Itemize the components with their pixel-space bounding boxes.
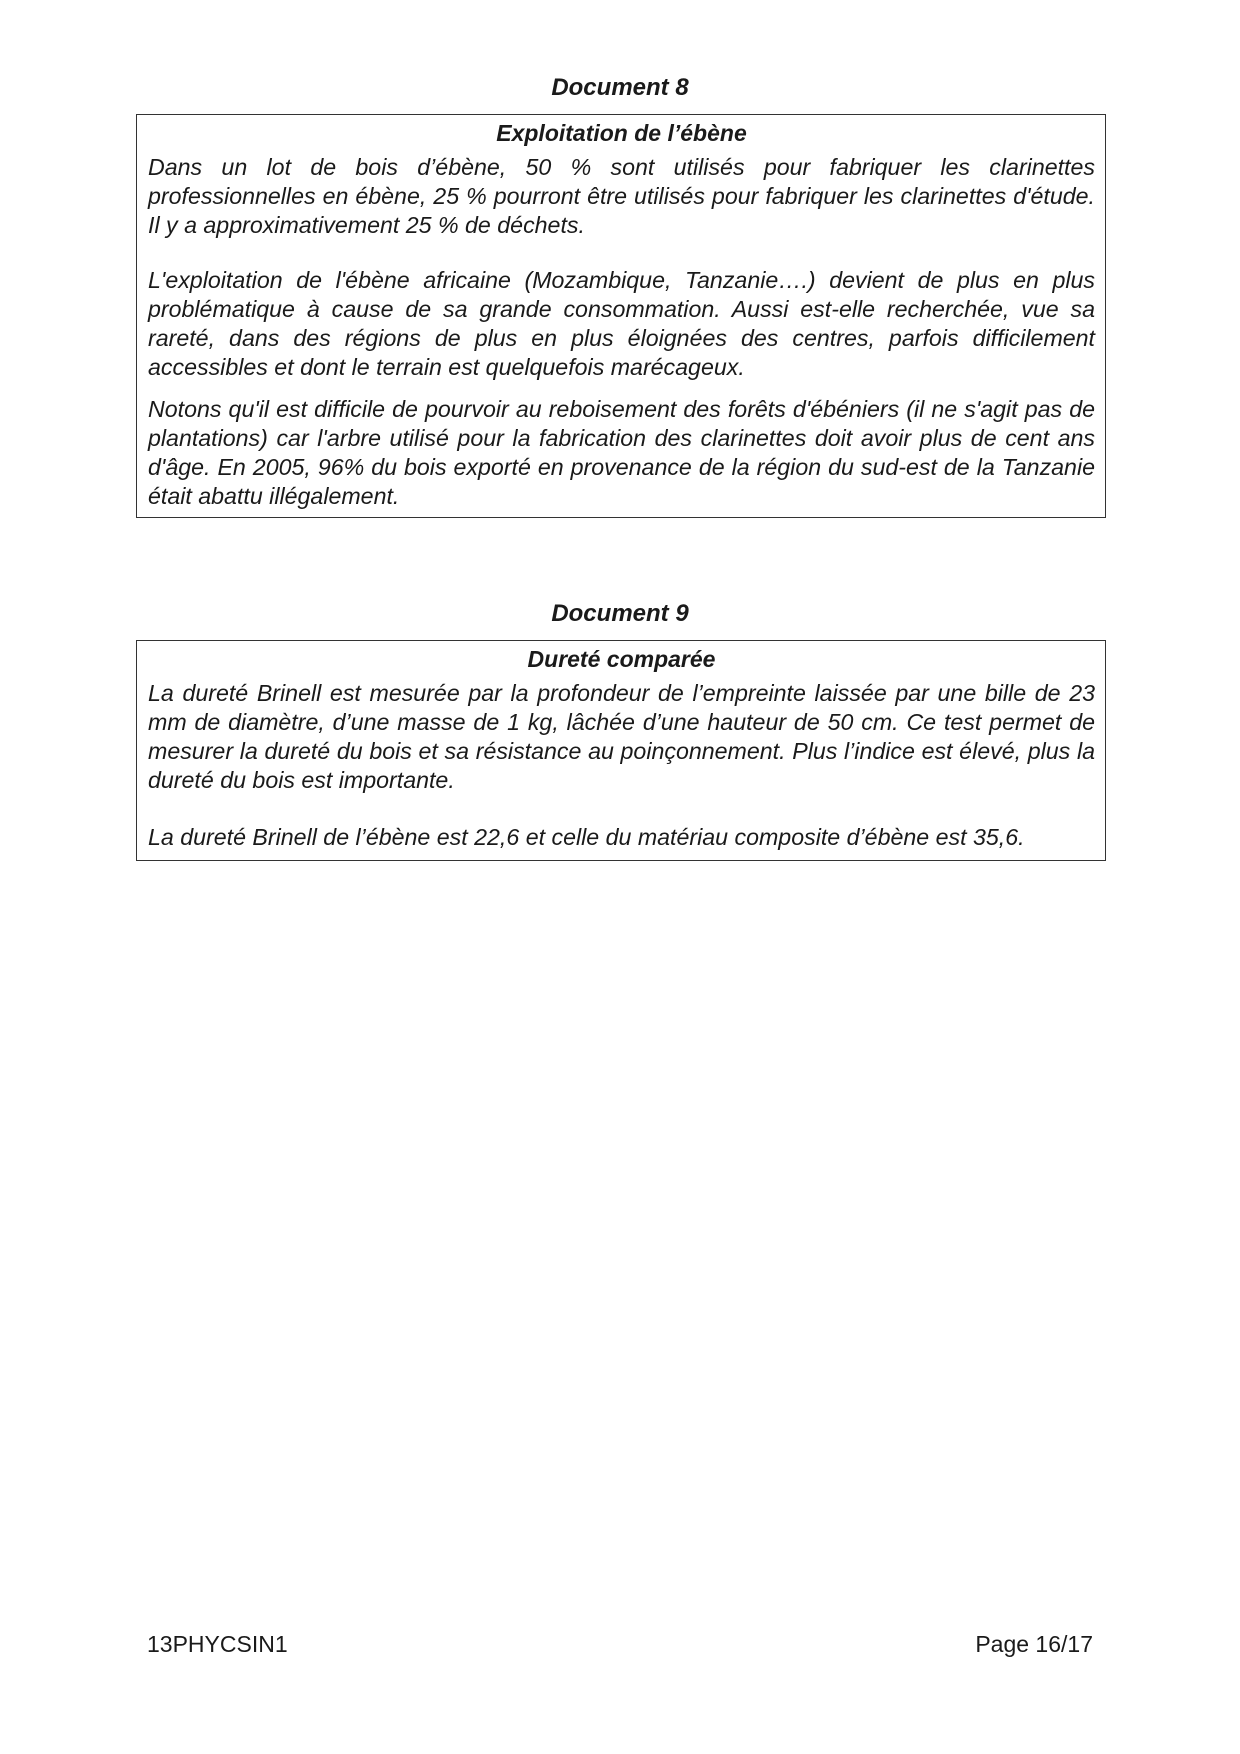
document-8-title: Exploitation de l’ébène — [496, 120, 747, 146]
document-8-box — [136, 114, 1106, 518]
footer-exam-code: 13PHYCSIN1 — [147, 1631, 288, 1657]
document-9-paragraph-2: La dureté Brinell de l’ébène est 22,6 et celle du matériau composite d’ébène est 35,6. — [148, 824, 1025, 850]
footer-page-number: Page 16/17 — [975, 1631, 1093, 1657]
document-9-box — [136, 640, 1106, 861]
document-8-paragraph-1: Dans un lot de bois d’ébène, 50 % sont utilisés pour fabriquer les clarinettes professionnelles en ébène, 25 % pourront être utilisés pour fabriquer les clarinettes d'étude. Il y a approximativement 25 % de déchets. — [148, 154, 1095, 238]
document-8-paragraph-2: L'exploitation de l'ébène africaine (Mozambique, Tanzanie….) devient de plus en plus problématique à cause de sa grande consommation. Aussi est-elle recherchée, vue sa rareté, dans des régions de plus en plus éloignées des centres, parfois difficilement accessibles et dont le terrain est quelquefois marécageux. — [148, 267, 1095, 380]
document-9-paragraph-1: La dureté Brinell est mesurée par la profondeur de l’empreinte laissée par une bille de 23 mm de diamètre, d’une masse de 1 kg, lâchée d’une hauteur de 50 cm. Ce test permet de mesurer la dureté du bois et sa résistance au poinçonnement. Plus l’indice est élevé, plus la dureté du bois est importante. — [148, 680, 1095, 793]
document-8-heading: Document 8 — [551, 74, 689, 101]
document-9-title: Dureté comparée — [527, 646, 716, 672]
document-9-heading: Document 9 — [551, 600, 689, 627]
document-8-paragraph-3: Notons qu'il est difficile de pourvoir au reboisement des forêts d'ébéniers (il ne s'agit pas de plantations) car l'arbre utilisé pour la fabrication des clarinettes doit avoir plus de cent ans d'âge. En 2005, 96% du bois exporté en provenance de la région du sud-est de la Tanzanie était abattu illégalement. — [148, 396, 1095, 509]
